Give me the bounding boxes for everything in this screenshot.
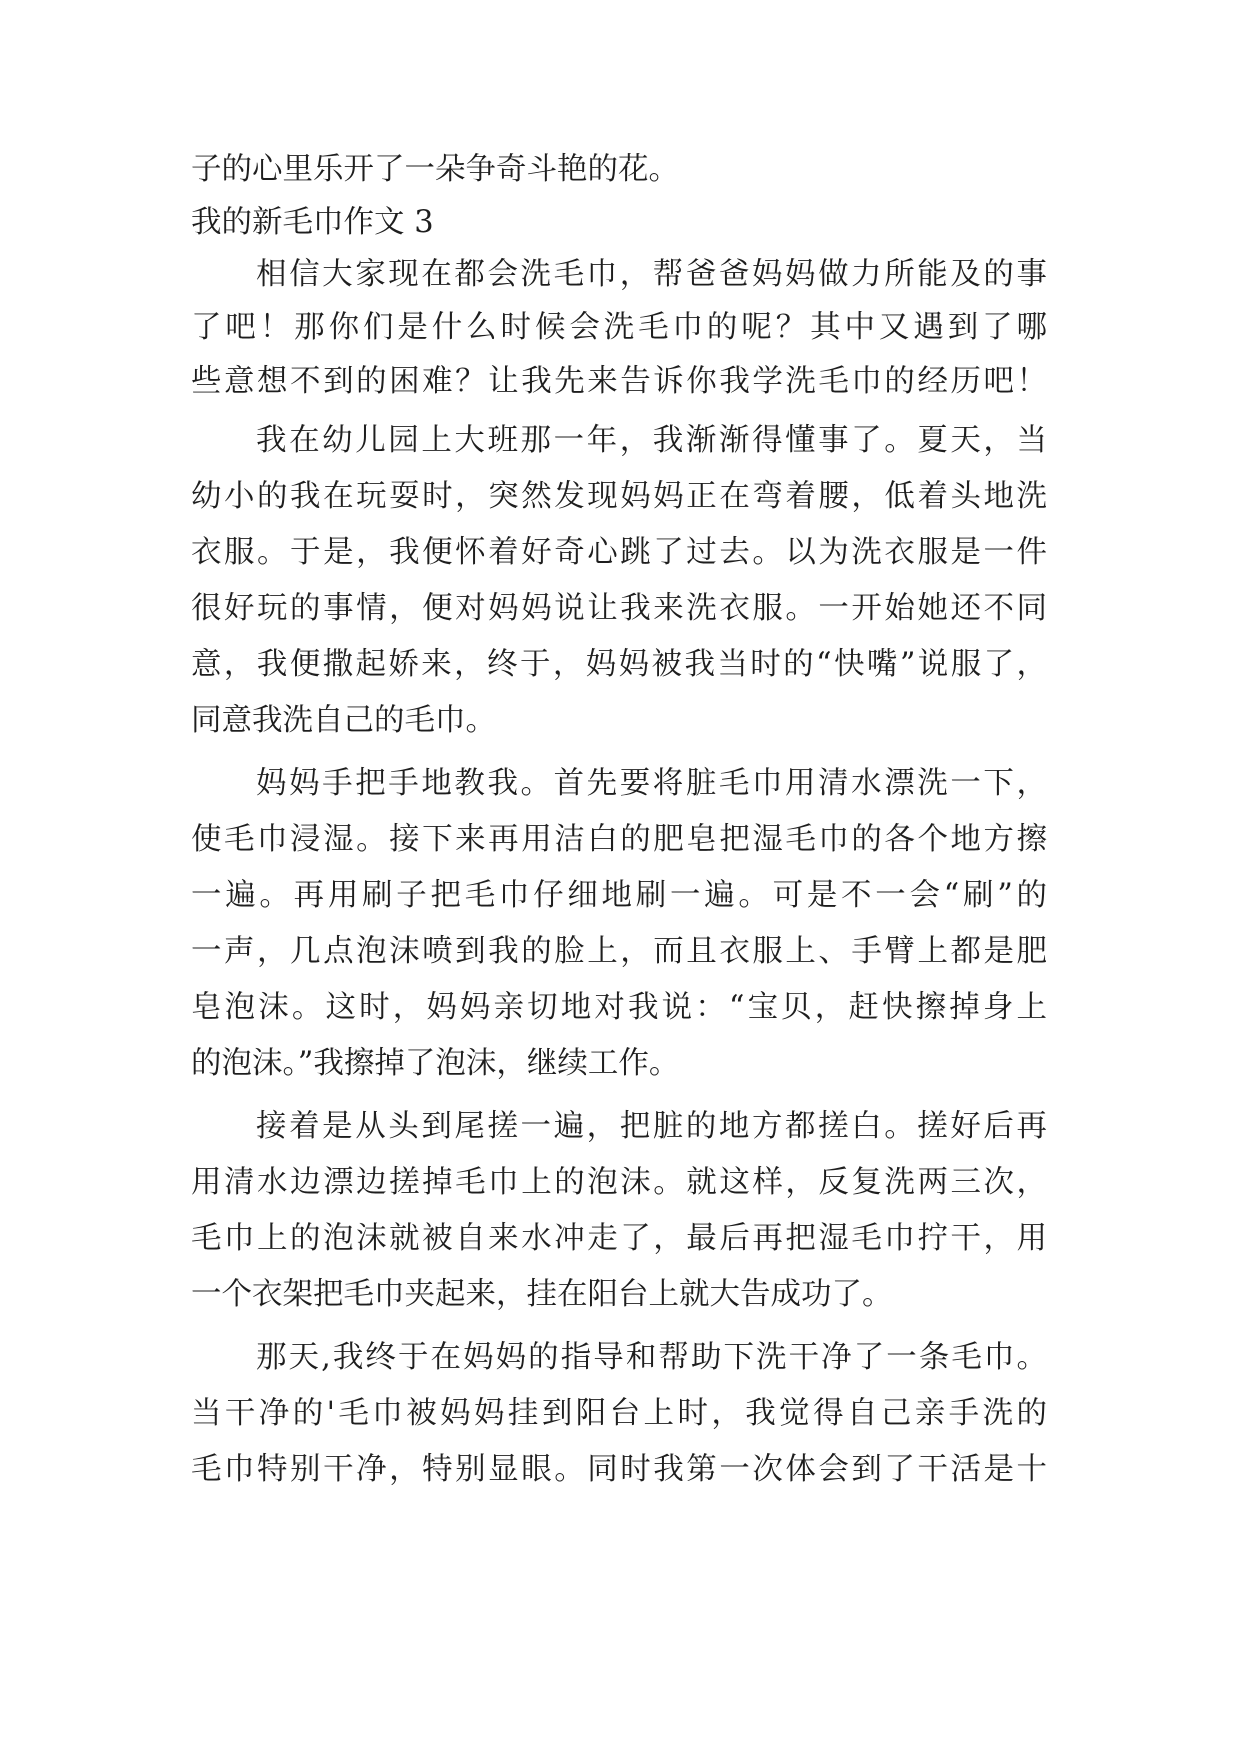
paragraph-line: 一个衣架把毛巾夹起来，挂在阳台上就大告成功了。: [191, 1277, 893, 1312]
paragraph-line: 很好玩的事情，便对妈妈说让我来洗衣服。一开始她还不同: [191, 591, 1047, 626]
paragraph-line: 皂泡沫。这时，妈妈亲切地对我说：“宝贝，赶快擦掉身上: [191, 990, 1047, 1025]
paragraph-line: 妈妈手把手地教我。首先要将脏毛巾用清水漂洗一下，: [256, 766, 1047, 801]
paragraph-line: 那天,我终于在妈妈的指导和帮助下洗干净了一条毛巾。: [256, 1340, 1047, 1375]
paragraph-line: 相信大家现在都会洗毛巾，帮爸爸妈妈做力所能及的事: [256, 257, 1047, 292]
paragraph-line: 的泡沫。”我擦掉了泡沫，继续工作。: [191, 1046, 680, 1081]
paragraph-line: 同意我洗自己的毛巾。: [191, 703, 496, 738]
paragraph-line: 使毛巾浸湿。接下来再用洁白的肥皂把湿毛巾的各个地方擦: [191, 822, 1047, 857]
paragraph-line: 幼小的我在玩耍时，突然发现妈妈正在弯着腰，低着头地洗: [191, 479, 1047, 514]
paragraph-line: 毛巾上的泡沫就被自来水冲走了，最后再把湿毛巾拧干，用: [191, 1221, 1047, 1256]
paragraph-line: 当干净的'毛巾被妈妈挂到阳台上时，我觉得自己亲手洗的: [191, 1396, 1047, 1431]
paragraph-line: 衣服。于是，我便怀着好奇心跳了过去。以为洗衣服是一件: [191, 535, 1047, 570]
paragraph-line: 了吧！那你们是什么时候会洗毛巾的呢？其中又遇到了哪: [191, 310, 1047, 345]
paragraph-line: 些意想不到的困难？让我先来告诉你我学洗毛巾的经历吧！: [191, 364, 1047, 399]
paragraph-line: 用清水边漂边搓掉毛巾上的泡沫。就这样，反复洗两三次，: [191, 1165, 1047, 1200]
paragraph-line: 接着是从头到尾搓一遍，把脏的地方都搓白。搓好后再: [256, 1109, 1047, 1144]
paragraph-line: 意，我便撒起娇来，终于，妈妈被我当时的“快嘴”说服了，: [191, 647, 1047, 682]
paragraph-line: 一遍。再用刷子把毛巾仔细地刷一遍。可是不一会“刷”的: [191, 878, 1047, 913]
essay-heading: 我的新毛巾作文 3: [191, 205, 434, 240]
paragraph-line: 一声，几点泡沫喷到我的脸上，而且衣服上、手臂上都是肥: [191, 934, 1047, 969]
paragraph-continuation-line: 子的心里乐开了一朵争奇斗艳的花。: [191, 152, 679, 187]
paragraph-line: 我在幼儿园上大班那一年，我渐渐得懂事了。夏天，当: [256, 423, 1047, 458]
paragraph-line: 毛巾特别干净，特别显眼。同时我第一次体会到了干活是十: [191, 1452, 1047, 1487]
